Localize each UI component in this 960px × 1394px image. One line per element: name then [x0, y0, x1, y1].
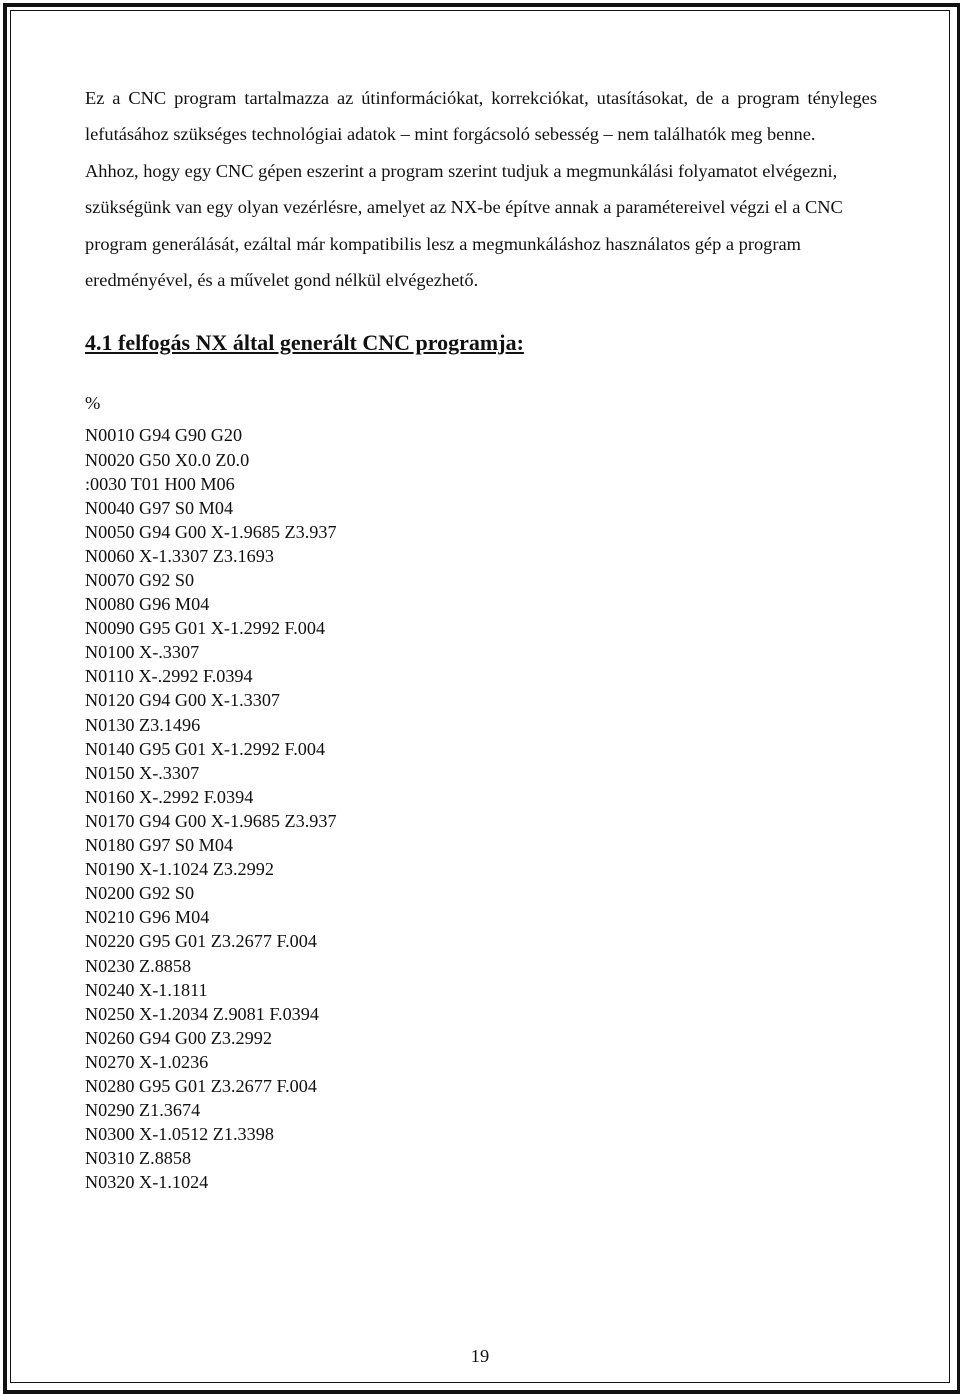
program-line: N0120 G94 G00 X-1.3307 [85, 690, 281, 711]
program-line: N0130 Z3.1496 [85, 714, 201, 735]
program-line: N0210 G96 M04 [85, 907, 210, 928]
intro-paragraph: Ez a CNC program tartalmazza az útinformációkat, korrekciókat, utasításokat, de a program tényleges lefutásához szükséges technológiai adatok – mint forgácsoló sebesség – nem találhatók meg benne. [85, 88, 877, 145]
page-content [85, 80, 877, 1194]
program-line: N0070 G92 S0 [85, 570, 195, 590]
program-line: N0290 Z1.3674 [85, 1100, 201, 1121]
program-line: N0010 G94 G90 G20 [85, 425, 243, 446]
program-line: N0200 G92 S0 [85, 883, 195, 904]
program-line: N0320 X-1.1024 [85, 1172, 209, 1193]
program-line: N0140 G95 G01 X-1.2992 F.004 [85, 738, 326, 759]
program-line: N0270 X-1.0236 [85, 1051, 209, 1072]
program-line: N0040 G97 S0 M04 [85, 497, 234, 518]
program-line: N0280 G95 G01 Z3.2677 F.004 [85, 1075, 317, 1096]
program-line: N0050 G94 G00 X-1.9685 Z3.937 [85, 521, 337, 542]
program-line: N0310 Z.8858 [85, 1148, 192, 1169]
program-line: N0230 Z.8858 [85, 955, 192, 976]
program-line: N0220 G95 G01 Z3.2677 F.004 [85, 931, 317, 952]
program-line: N0090 G95 G01 X-1.2992 F.004 [85, 618, 326, 639]
second-paragraph: Ahhoz, hogy egy CNC gépen eszerint a program szerint tudjuk a megmunkálási folyamatot elvégezni, szükségünk van egy olyan vezérlésre, amelyet az NX-be építve annak a paramétereivel végzi el a CNC program generálását, ezáltal már kompatibilis lesz a megmunkáláshoz használatos gép a program eredményével, és a művelet gond nélkül elvégezhető. [85, 160, 843, 291]
program-line: N0260 G94 G00 Z3.2992 [85, 1027, 272, 1048]
program-line: :0030 T01 H00 M06 [85, 473, 235, 494]
program-line: N0020 G50 X0.0 Z0.0 [85, 449, 250, 470]
program-line: N0160 X-.2992 F.0394 [85, 786, 254, 807]
program-line: N0060 X-1.3307 Z3.1693 [85, 545, 274, 566]
program-line: N0190 X-1.1024 Z3.2992 [85, 859, 274, 880]
program-line: N0170 G94 G00 X-1.9685 Z3.937 [85, 810, 337, 831]
program-line: N0240 X-1.1811 [85, 979, 208, 1000]
page-number: 19 [470, 1346, 490, 1366]
program-line: N0080 G96 M04 [85, 594, 210, 615]
program-line: N0110 X-.2992 F.0394 [85, 666, 253, 687]
program-line: N0180 G97 S0 M04 [85, 835, 234, 856]
program-line: N0300 X-1.0512 Z1.3398 [85, 1124, 274, 1145]
program-line: N0150 X-.3307 [85, 762, 200, 783]
cnc-program-listing [85, 423, 877, 1194]
program-line: N0250 X-1.2034 Z.9081 F.0394 [85, 1003, 319, 1024]
program-line: N0100 X-.3307 [85, 642, 200, 663]
program-start-marker: % [85, 393, 101, 414]
section-heading: 4.1 felfogás NX által generált CNC programja: [85, 330, 524, 356]
